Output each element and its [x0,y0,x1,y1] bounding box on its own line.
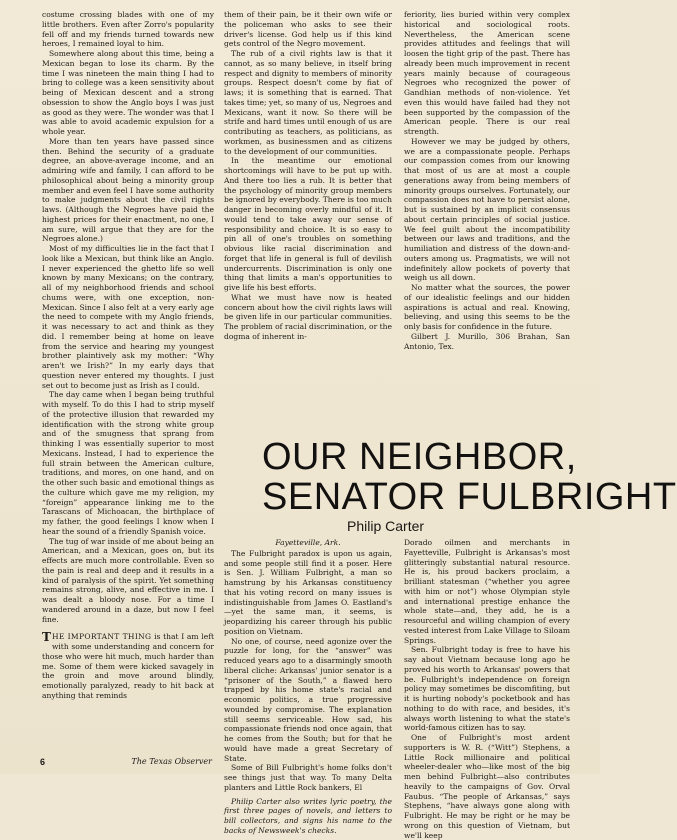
paragraph-with-dropcap [42,632,214,700]
paragraph: No one, of course, need agonize over the puzzle for long, for the “answer” was reduced years ago to a disarmingly smooth liberal cliche: Arkansas' junior senator is a “prisoner of the South,” a flawed hero trapped by his home state's racial and economic politics, a true progressive wounded by compromise. The explanation still seems serviceable. How sad, his compassionate friends nod once again, that he comes from the South; but for that he would have made a great Secretary of State. [224,636,392,763]
page-number: 6 [40,757,46,767]
paragraph: However we may be judged by others, we are a compassionate people. Perhaps our compassion comes from our knowing that most of us are at most a couple generations away from being members of minority groups ourselves. Fortunately, our compassion does not have to persist alone, but is sustained by an implicit consensus about certain principles of social justice. We feel guilt about the incompatibility between our laws and traditions, and the humiliation and distress of the down-and-outers among us. Pragmatists, we will not indefinitely allow pockets of poverty that weigh us all down. [404,136,571,283]
article-column-2 [404,538,570,840]
paragraph: One of Fulbright's most ardent supporters is W. R. (“Witt”) Stephens, a Little Rock millionaire and political wheeler-dealer who—like most of the big men behind Fulbright—also contributes heavily to the campaigns of Gov. Orval Faubus. “The people of Arkansas,” says Stephens, “have always gone along with Fulbright. He may be right or he may be wrong on this question of Vietnam, but we'll keep [404,733,570,840]
paragraph: The day came when I began being truthful with myself. To do this I had to strip myself of the protective illusion that rewarded my identification with the strong white group and of the smugness that sprang from thinking I was essentially superior to most Mexicans. Instead, I had to experience the full strain between the American culture, traditions, and mores, on one hand, and on the other such basic and emotional things as the culture which gave me my religion, my “foreign” appearance linking me to the Tarascans of Michoacan, the birthplace of my father, the good feelings I know when I hear the sound of a friendly Spanish voice. [42,390,214,536]
paragraph: The Fulbright paradox is upon us again, and some people still find it a poser. Here is Sen. J. William Fulbright, a man so hamstrung by his Arkansas constituency that his voting record on many issues is indistinguishable from James O. Eastland's—yet the same man, it seems, is jeopardizing his career through his public position on Vietnam. [224,548,392,636]
paragraph: The tug of war inside of me about being an American, and a Mexican, goes on, but its effects are much more controllable. Even so the pain is real and deep and it results in a kind of paralysis of the spirit. Yet something remains strong, alive, and effective in me. I was dealt a bloody nose. For a time I wandered around in a daze, but now I feel fine. [42,536,214,624]
article-byline: Philip Carter [347,518,425,534]
paragraph: More than ten years have passed since then. Behind the security of a graduate degree, an above-average income, and an admiring wife and family, I can afford to be philosophical about being a minority group member and even feel I have some authority to make judgments about the civil rights laws. (Although the Negroes have paid the highest prices for their enactment, no one, I am sure, will argue that they are for the Negroes alone.) [42,136,214,244]
lead-in: HE IMPORTANT THING [51,632,152,642]
dateline: Fayetteville, Ark. [275,538,341,547]
paragraph: costume crossing blades with one of my little brothers. Even after Zorro's popularity fell off and my friends turned towards new heroes, I remained loyal to him. [42,10,214,49]
article-column-1 [224,538,392,836]
paragraph: What we must have now is heated concern about how the civil rights laws will be given life in our particular communities. The problem of racial discrimination, or the dogma of inherent in- [224,292,392,341]
article-headline [262,436,677,518]
letter-column-3 [404,10,570,351]
drop-cap: T [42,630,51,645]
letter-column-2 [224,10,392,342]
paragraph: them of their pain, be it their own wife or the policeman who asks to see their driver's license. God help us if this kind gets control of the Negro movement. [224,10,392,49]
publication-name: The Texas Observer [131,757,212,766]
author-note: Philip Carter also writes lyric poetry, the first three pages of novels, and letters to bill collectors, and signs his name to the backs of Newsweek's checks. [224,796,392,835]
paragraph: No matter what the sources, the power of our idealistic feelings and our hidden aspirations is actual and real. Knowing, believing, and using this seems to be the only basis for confidence in the future. [404,283,570,331]
paragraph-text: is that I am left with some understanding and concern for those who were hit much, much harder than me. Some of them were kicked savagely in the groin and move around blindly, emotionally paralyzed, ready to hit back at anything that reminds [42,632,215,700]
paragraph: In the meantime our emotional shortcomings will have to be put up with. And there too lies a rub. It is better that the psychology of minority group members be ignored by everybody. There is too much danger in becoming overly mindful of it. It would tend to take away our sense of responsibility and choice. It is so easy to pin all of one's troubles on something obvious like racial discrimination and forget that life in general is full of devilish undercurrents. Discrimination is only one thing that limits a man's opportunities to give life his best efforts. [224,156,392,292]
paragraph: Sen. Fulbright today is free to have his say about Vietnam because long ago he proved his worth to Arkansas' powers that be. Fulbright's independence on foreign policy may sometimes be discomfiting, but it is hurting nobody's pocketbook and has nothing to do with race, and besides, it's always worth listening to what the state's world-famous citizen has to say. [404,645,570,733]
paragraph: Some of Bill Fulbright's home folks don't see things just that way. To many Delta planters and Little Rock bankers, El [224,763,392,792]
paragraph [224,538,392,548]
headline-line-2: SENATOR FULBRIGHT [262,476,677,518]
paragraph: Somewhere along about this time, being a Mexican began to lose its charm. By the time I was nineteen the main thing I had to bring to college was a keen sensitivity about being of Mexican descent and a strong obsession to show the Anglo boys I was just as good as they were. The wonder was that I was able to avoid academic expulsion for a whole year. [42,49,214,136]
paragraph: Most of my difficulties lie in the fact that I look like a Mexican, but think like an Anglo. I never experienced the ghetto life so well known by many Mexicans; on the contrary, all of my neighborhood friends and school chums were, with one exception, non-Mexican. Since I also felt at a very early age the need to compete with my Anglo friends, it was necessary to act and think as they did. I remember being at home on leave from the service and hearing my youngest brother plaintively ask my mother: “Why aren't we Irish?” In my early days that question never entered my thoughts. I just set out to become just as Irish as I could. [42,244,214,390]
page-footer [40,757,212,767]
paragraph: The rub of a civil rights law is that it cannot, as so many believe, in itself bring respect and dignity to members of minority groups. Respect doesn't come by fiat of laws; it is something that is earned. That takes time; yet, so many of us, Negroes and Mexicans, want it now. So there will be strife and hard times until enough of us are contributing as teachers, as politicians, as workmen, as businessmen and as citizens to the development of our communities. [224,49,392,156]
letter-column-1 [42,10,214,701]
paragraph: Dorado oilmen and merchants in Fayetteville, Fulbright is Arkansas's most glitteringly substantial natural resource. He is, his proud backers proclaim, a brilliant statesman (“whether you agree with him or not”) whose Olympian style and international prestige enhance the whole state—and, they add, he is a resourceful and willing champion of every vested interest from Lake Village to Siloam Springs. [404,538,570,645]
headline-line-1: OUR NEIGHBOR, [262,436,577,478]
letter-signature: Gilbert J. Murillo, 306 Brahan, San Antonio, Tex. [404,331,570,351]
paragraph: feriority, lies buried within very complex historical and sociological roots. Nevertheless, the American scene provides attitudes and feelings that will loosen the tight grip of the past. There has already been much improvement in recent years mainly because of courageous Negroes who recognized the power of Gandhian methods of non-violence. Yet even this would have failed had they not been supported by the compassion of the American people. There is our real strength. [404,10,570,136]
